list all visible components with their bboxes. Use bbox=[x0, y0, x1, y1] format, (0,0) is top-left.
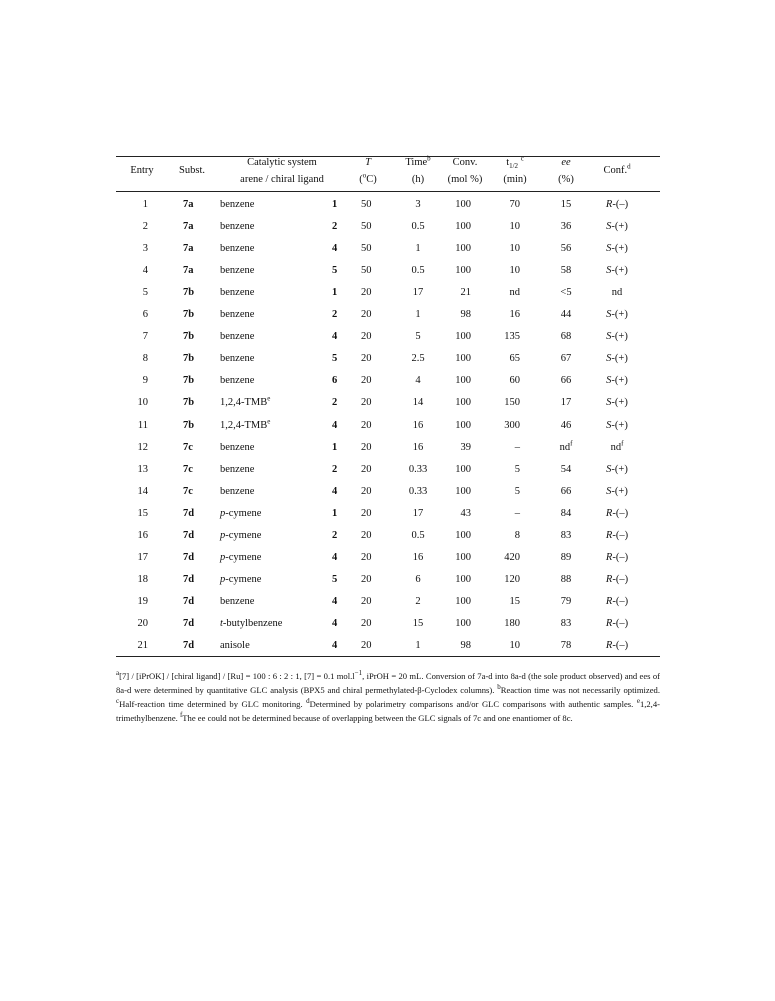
table-header-rule bbox=[116, 191, 660, 192]
page: Entry Subst. Catalytic system T Time$^b$ Conv. $t_{1/2}$ $^c$ ee Conf.$^d$ arene / chiral ligand ($^o$C) (h) (mol %) (min) (%) 1 7a benzene 1 50 3 100 70 15 R-(–) 2 7a benzene 2 50 0.5 100 10 36 S-(+) 3 7a benzene 4 50 1 100 10 56 S-(+) 4 7a benzene 5 50 0.5 100 10 58 S-(+) 5 7b benzene 1 20 17 21 nd <5 nd 6 7b benzene 2 20 1 98 16 44 S-(+) 7 7b benzene 4 20 5 100 135 68 S-(+) 8 7b benzene 5 20 2.5 100 65 67 S-(+) 9 7b benzene 6 20 4 100 60 66 S-(+) 10 7b 1,2,4-TMB$^e$ 2 20 14 100 150 17 S-(+) 11 7b 1,2,4-TMB$^e$ 4 20 16 100 300 46 S-(+) 12 7c benzene 1 20 16 39 – $nd^f$ $nd^f$ 13 7c benzene 2 20 0.33 100 5 54 S-(+) 14 7c benzene 4 20 0.33 100 5 66 S-(+) 15 7d p-cymene 1 20 17 43 – 84 R-(–) 16 7d p-cymene 2 20 0.5 100 8 83 R-(–) 17 7d p-cymene 4 20 16 100 420 89 R-(–) 18 7d p-cymene 5 20 6 100 120 88 R-(–) 19 7d benzene 4 20 2 100 15 79 R-(–) 20 7d t-butylbenzene 4 20 15 100 180 83 R-(–) 21 7d anisole 4 20 1 98 10 78 R-(–) $^a$[7] / [iPrOK] / [chiral ligand] / [Ru] = 100 : 6 : 2 : 1, [7] = 0.1 $mol.l^{-1}$, iPrOH = 20 mL. Conversion of 7a-d into 8a-d (the sole product observed) and ees of 8a-d were determined by quantitative GLC analysis (BPX5 and chiral permethylated-β-Cyclodex columns). $^b$Reaction time was not necessarily optimized. $^c$Half-reaction time determined by GLC monitoring. $^d$Determined by polarimetry comparisons and/or GLC comparisons with authentic samples. $^e$1,2,4-trimethylbenzene. $^f$The ee could not be determined because of overlapping between the GLC signals of 7c and one enantiomer of 8c. bbox=[0, 0, 775, 1001]
table-top-rule bbox=[116, 156, 660, 157]
table-bottom-rule bbox=[116, 656, 660, 657]
table-footnote: $^a$[7] / [iPrOK] / [chiral ligand] / [Ru] = 100 : 6 : 2 : 1, [7] = 0.1 $mol.l^{-1}$, iPrOH = 20 mL. Conversion of 7a-d into 8a-d (the sole product observed) and ees of 8a-d were determined by quantitative GLC analysis (BPX5 and chiral permethylated-β-Cyclodex columns). $^b$Reaction time was not necessarily optimized. $^c$Half-reaction time determined by GLC monitoring. $^d$Determined by polarimetry comparisons and/or GLC comparisons with authentic samples. $^e$1,2,4-trimethylbenzene. $^f$The ee could not be determined because of overlapping between the GLC signals of 7c and one enantiomer of 8c. bbox=[116, 669, 661, 724]
